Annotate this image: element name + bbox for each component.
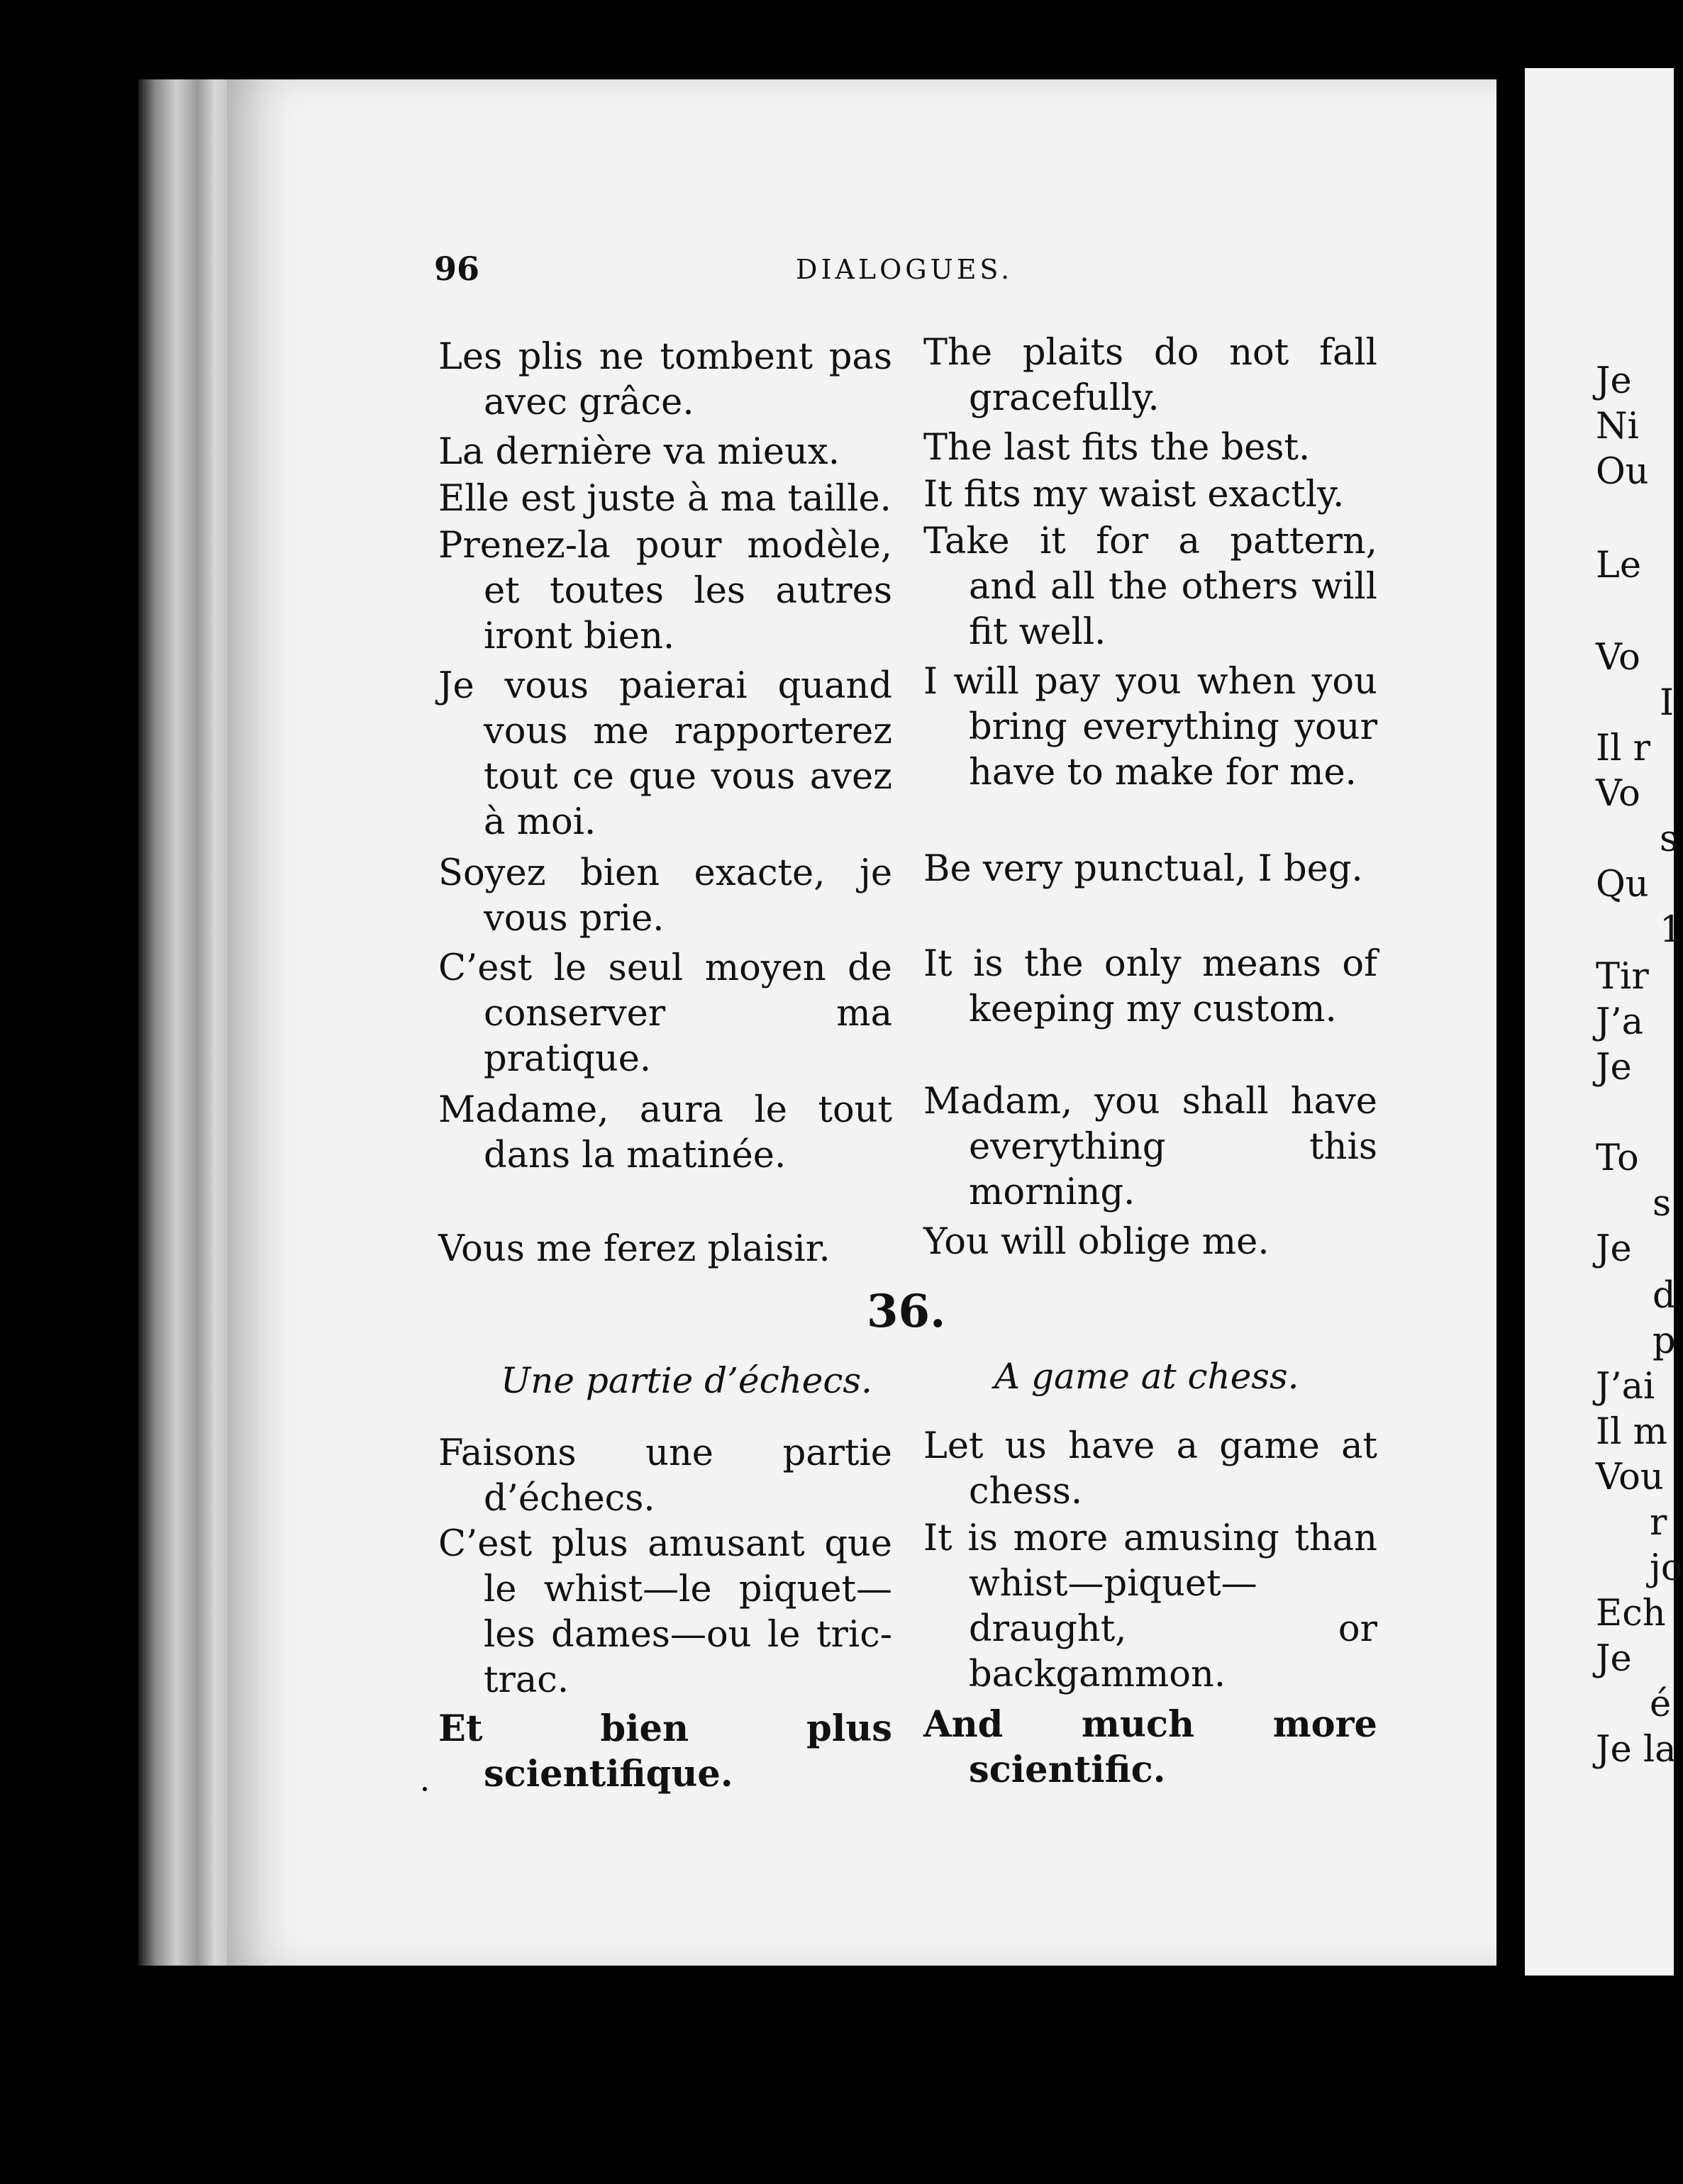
right-fragment: Je	[1596, 1638, 1632, 1680]
right-fragment: Je	[1596, 1047, 1632, 1088]
french-text: Et bien plus scientifique.	[438, 1707, 892, 1795]
right-fragment: Vou	[1596, 1456, 1664, 1498]
right-fragment: s	[1660, 818, 1679, 860]
french-entry	[438, 335, 892, 425]
right-fragment: jo	[1650, 1547, 1683, 1589]
right-fragment: J’ai	[1596, 1366, 1655, 1408]
english-text: Madam, you shall have everything this morning.	[923, 1081, 1377, 1213]
english-text: Let us have a game at chess.	[923, 1425, 1377, 1512]
right-fragment: p	[1653, 1320, 1676, 1362]
right-fragment: Ou	[1596, 451, 1649, 493]
right-fragment: Vo	[1596, 637, 1640, 679]
english-entry	[923, 425, 1377, 471]
french-entry	[438, 946, 892, 1082]
english-entry	[923, 519, 1377, 655]
english-entry	[923, 1079, 1377, 1215]
english-entry	[923, 847, 1377, 892]
french-entry	[438, 477, 892, 522]
french-entry	[438, 1522, 892, 1703]
right-fragment: Vo	[1596, 773, 1640, 815]
english-entry	[923, 1702, 1377, 1793]
french-text: La dernière va mieux.	[438, 431, 840, 473]
french-entry	[438, 523, 892, 659]
french-text: Soyez bien exacte, je vous prie.	[438, 852, 892, 940]
french-text: Madame, aura le tout dans la matinée.	[438, 1089, 892, 1176]
right-fragment: é	[1650, 1683, 1672, 1725]
french-entry	[438, 430, 892, 475]
french-entry	[438, 1088, 892, 1179]
right-fragment: r	[1650, 1502, 1667, 1544]
english-text: You will oblige me.	[923, 1221, 1270, 1263]
right-fragment: Le	[1596, 545, 1642, 586]
page-edge	[138, 79, 234, 1966]
ink-speck	[423, 1787, 427, 1791]
english-entry	[923, 659, 1377, 796]
english-entry	[923, 472, 1377, 518]
french-entry	[438, 1706, 892, 1797]
right-fragment: Il r	[1596, 728, 1651, 769]
english-text: It is the only means of keeping my custom.	[923, 943, 1377, 1030]
french-entry	[438, 1227, 892, 1272]
english-text: Take it for a pattern, and all the others will fit well.	[923, 520, 1377, 653]
book-gutter	[1496, 71, 1525, 1971]
right-fragment: I	[1660, 682, 1674, 724]
right-fragment: Qu	[1596, 864, 1649, 906]
running-head: DIALOGUES.	[796, 254, 1013, 285]
page-header	[434, 250, 1377, 292]
english-entry	[923, 330, 1377, 421]
right-fragment: Il m	[1596, 1411, 1668, 1453]
french-text: Les plis ne tombent pas avec grâce.	[438, 336, 892, 423]
right-fragment: d	[1653, 1275, 1676, 1317]
english-text: And much more scientific.	[923, 1703, 1377, 1791]
french-text: Elle est juste à ma taille.	[438, 478, 892, 520]
section-number: 36.	[867, 1285, 946, 1338]
french-text: Faisons une partie d’échecs.	[438, 1432, 892, 1520]
english-text: The last fits the best.	[923, 427, 1311, 469]
english-text: I will pay you when you bring everything your have to make for me.	[923, 661, 1377, 793]
right-fragment: J’a	[1596, 1001, 1644, 1043]
english-entry	[923, 942, 1377, 1032]
french-text: Je vous paierai quand vous me rapporterez tout ce que vous avez à moi.	[438, 665, 892, 843]
french-entry	[438, 664, 892, 845]
right-fragment: 1	[1660, 909, 1683, 951]
right-fragment: Tir	[1596, 956, 1649, 998]
french-entry	[438, 1431, 892, 1522]
right-fragment: Ni	[1596, 406, 1639, 447]
right-fragment: Ech	[1596, 1593, 1666, 1634]
page-number: 96	[434, 250, 480, 288]
english-entry	[923, 1424, 1377, 1515]
french-text: C’est le seul moyen de conserver ma pratique.	[438, 947, 892, 1080]
english-text: Be very punctual, I beg.	[923, 848, 1363, 890]
english-entry	[923, 1220, 1377, 1265]
french-text: C’est plus amusant que le whist—le piquet—les dames—ou le tric-trac.	[438, 1523, 892, 1701]
section-title-french: Une partie d’échecs.	[501, 1360, 872, 1401]
right-fragment: To	[1596, 1137, 1639, 1179]
section-title-english: A game at chess.	[994, 1356, 1299, 1397]
right-fragment: Je	[1596, 360, 1632, 402]
english-text: The plaits do not fall gracefully.	[923, 332, 1377, 419]
english-text: It fits my waist exactly.	[923, 474, 1345, 516]
french-text: Prenez-la pour modèle, et toutes les autres iront bien.	[438, 525, 892, 657]
right-fragment: Je	[1596, 1228, 1632, 1270]
english-text: It is more amusing than whist—piquet—draught, or backgammon.	[923, 1517, 1377, 1695]
right-fragment: Je la	[1596, 1729, 1677, 1771]
french-text: Vous me ferez plaisir.	[438, 1228, 831, 1270]
english-entry	[923, 1516, 1377, 1698]
french-entry	[438, 851, 892, 942]
right-fragment: s	[1653, 1183, 1672, 1225]
